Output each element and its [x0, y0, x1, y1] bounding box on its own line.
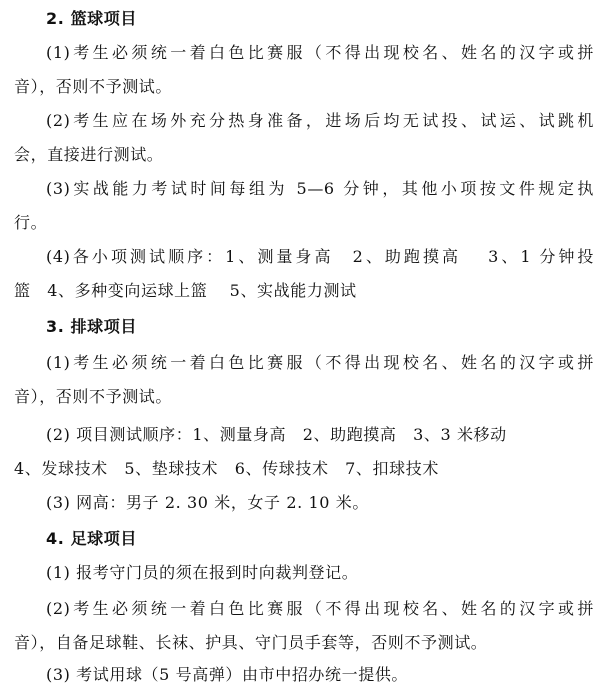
- paragraph-line: (1)考生必须统一着白色比赛服（不得出现校名、姓名的汉字或拼: [46, 353, 594, 372]
- paragraph-line: 会，直接进行测试。: [14, 145, 164, 164]
- paragraph-line: 行。: [14, 213, 48, 232]
- section-heading-volleyball: 3. 排球项目: [46, 317, 137, 336]
- paragraph-line: (1) 报考守门员的须在报到时向裁判登记。: [46, 563, 359, 582]
- paragraph-line: 音），否则不予测试。: [14, 387, 173, 406]
- paragraph-line: (4)各小项测试顺序：1、测量身高 2、助跑摸高 3、1 分钟投: [46, 247, 594, 266]
- paragraph-line: (2)考生应在场外充分热身准备，进场后均无试投、试运、试跳机: [46, 111, 594, 130]
- paragraph-line: 篮 4、多种变向运球上篮 5、实战能力测试: [14, 281, 357, 300]
- section-heading-football: 4. 足球项目: [46, 529, 137, 548]
- section-heading-basketball: 2. 篮球项目: [46, 9, 137, 28]
- paragraph-line: (3) 网高：男子 2. 30 米，女子 2. 10 米。: [46, 493, 369, 512]
- paragraph-line: (1)考生必须统一着白色比赛服（不得出现校名、姓名的汉字或拼: [46, 43, 594, 62]
- paragraph-line: (3)实战能力考试时间每组为 5—6 分钟，其他小项按文件规定执: [46, 179, 594, 198]
- paragraph-line: 4、发球技术 5、垫球技术 6、传球技术 7、扣球技术: [14, 459, 439, 478]
- paragraph-line: 音），否则不予测试。: [14, 77, 173, 96]
- paragraph-line: (2) 项目测试顺序：1、测量身高 2、助跑摸高 3、3 米移动: [46, 425, 507, 444]
- paragraph-line: 音），自备足球鞋、长袜、护具、守门员手套等，否则不予测试。: [14, 633, 488, 652]
- paragraph-line: (3) 考试用球（5 号高弹）由市中招办统一提供。: [46, 665, 409, 684]
- paragraph-line: (2)考生必须统一着白色比赛服（不得出现校名、姓名的汉字或拼: [46, 599, 594, 618]
